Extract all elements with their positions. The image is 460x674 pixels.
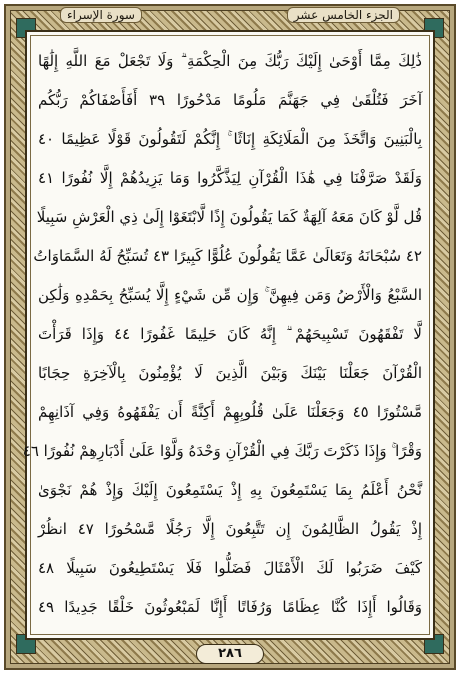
text-line	[38, 159, 422, 196]
text-line	[38, 354, 422, 391]
text-line	[38, 276, 422, 313]
text-line	[38, 588, 422, 625]
text-line-content: وَلَقَدْ صَرَّفْنَا فِي هَٰذَا الْقُرْآنِ لِيَذَّكَّرُوا وَمَا يَزِيدُهُمْ إِلَّا نُفُورًا ٤١	[38, 168, 422, 187]
text-line-content: مَّسْتُورًا ٤٥ وَجَعَلْنَا عَلَىٰ قُلُوبِهِمْ أَكِنَّةً أَن يَفْقَهُوهُ وَفِي آذَانِهِمْ	[38, 402, 422, 421]
text-line-content: وَقَالُوا أَإِذَا كُنَّا عِظَامًا وَرُفَاتًا أَإِنَّا لَمَبْعُوثُونَ خَلْقًا جَدِيدًا ٤٩	[38, 597, 422, 616]
text-line-content: لَّا تَفْقَهُونَ تَسْبِيحَهُمْ ۗ إِنَّهُ كَانَ حَلِيمًا غَفُورًا ٤٤ وَإِذَا قَرَأْتَ	[38, 324, 422, 343]
text-line	[22, 432, 422, 469]
quran-text-area	[22, 42, 422, 632]
text-line-content: ٤٢ سُبْحَانَهُ وَتَعَالَىٰ عَمَّا يَقُولُونَ عُلُوًّا كَبِيرًا ٤٣ تُسَبِّحُ لَهُ السَّمَاوَاتُ	[33, 246, 422, 265]
text-line-content: وَقْرًا ۚ وَإِذَا ذَكَرْتَ رَبَّكَ فِي الْقُرْآنِ وَحْدَهُ وَلَّوْا عَلَىٰ أَدْبَارِهِمْ نُفُورًا ٤٦	[22, 441, 422, 460]
text-line	[38, 393, 422, 430]
text-line-content: بِالْبَنِينَ وَاتَّخَذَ مِنَ الْمَلَائِكَةِ إِنَاثًا ۚ إِنَّكُمْ لَتَقُولُونَ قَوْلًا عَظِيمًا ٤٠	[38, 129, 422, 148]
text-line-content: السَّبْعُ وَالْأَرْضُ وَمَن فِيهِنَّ ۚ وَإِن مِّن شَيْءٍ إِلَّا يُسَبِّحُ بِحَمْدِهِ وَلَٰكِن	[38, 285, 422, 304]
text-line-content: ذَٰلِكَ مِمَّا أَوْحَىٰ إِلَيْكَ رَبُّكَ مِنَ الْحِكْمَةِ ۗ وَلَا تَجْعَلْ مَعَ اللَّهِ إِلَٰهًا	[38, 51, 422, 70]
text-line	[38, 549, 422, 586]
text-line-content: نَّحْنُ أَعْلَمُ بِمَا يَسْتَمِعُونَ بِهِ إِذْ يَسْتَمِعُونَ إِلَيْكَ وَإِذْ هُمْ نَجْوَىٰ	[38, 480, 422, 499]
text-line	[38, 42, 422, 79]
text-line	[33, 237, 422, 274]
text-line	[38, 198, 422, 235]
page-header	[20, 6, 440, 24]
page-number: ٢٨٦	[196, 644, 264, 664]
text-line	[38, 315, 422, 352]
text-line-content: آخَرَ فَتُلْقَىٰ فِي جَهَنَّمَ مَلُومًا مَدْحُورًا ٣٩ أَفَأَصْفَاكُمْ رَبُّكُم	[38, 90, 422, 109]
text-line-content: قُل لَّوْ كَانَ مَعَهُ آلِهَةٌ كَمَا يَقُولُونَ إِذًا لَّابْتَغَوْا إِلَىٰ ذِي الْعَرْشِ سَبِيلًا	[36, 207, 422, 226]
text-line	[38, 510, 422, 547]
text-line-content: إِذْ يَقُولُ الظَّالِمُونَ إِن تَتَّبِعُونَ إِلَّا رَجُلًا مَّسْحُورًا ٤٧ انظُرْ	[38, 519, 422, 538]
text-line	[38, 81, 422, 118]
surah-name: سورة الإسراء	[60, 7, 142, 23]
text-line	[38, 471, 422, 508]
text-line-content: الْقُرْآنَ جَعَلْنَا بَيْنَكَ وَبَيْنَ الَّذِينَ لَا يُؤْمِنُونَ بِالْآخِرَةِ حِجَابًا	[38, 363, 422, 382]
text-line-content: كَيْفَ ضَرَبُوا لَكَ الْأَمْثَالَ فَضَلُّوا فَلَا يَسْتَطِيعُونَ سَبِيلًا ٤٨	[38, 558, 422, 577]
juz-name: الجزء الخامس عشر	[287, 7, 400, 23]
text-line	[38, 120, 422, 157]
